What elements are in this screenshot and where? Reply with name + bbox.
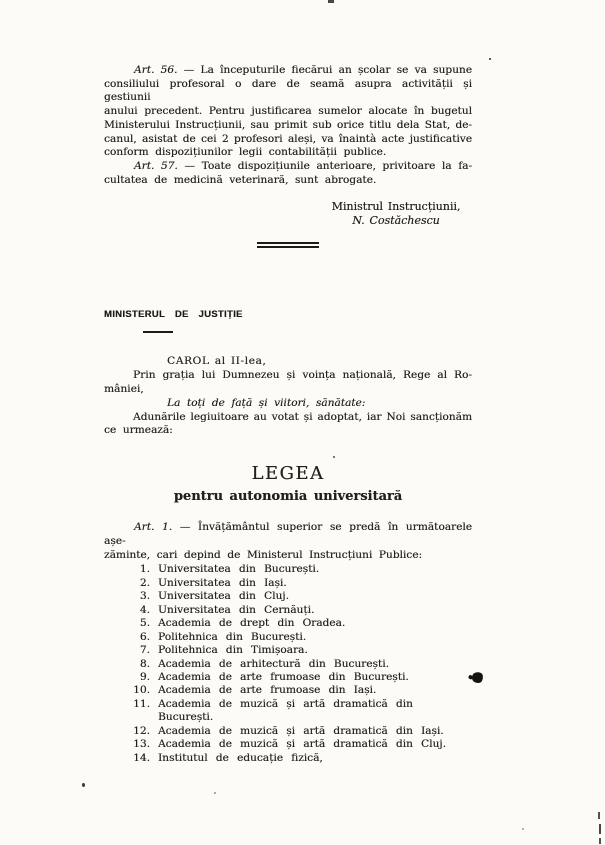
page-content	[104, 64, 472, 765]
ink-blot	[470, 670, 485, 685]
institution-item	[104, 752, 472, 765]
scan-speck	[489, 58, 491, 60]
institution-name: Academia de muzică și artă dramatică din Cluj.	[158, 738, 446, 751]
king-title: CAROL al II-lea,	[167, 355, 267, 368]
article-1-number: Art. 1.	[134, 521, 173, 534]
law-title: LEGEA	[251, 463, 325, 485]
text-fragment: — La începuturile fiecărui an școlar se va supune	[183, 64, 472, 76]
institution-item	[104, 631, 472, 644]
article-57-paragraph	[104, 160, 472, 187]
item-number: 3.	[139, 590, 150, 603]
text-line: cultatea de medicină veterinară, sunt abrogate.	[104, 173, 377, 186]
institution-item	[104, 563, 472, 576]
item-number: 4.	[139, 603, 150, 616]
item-number: 8.	[139, 657, 150, 670]
text-line: canul, asistat de cei 2 profesori aleși, va înaintà acte justificative	[104, 132, 472, 145]
text-line: consiliului profesoral o dare de seamă asupra activității și gestiunii	[104, 77, 472, 104]
article-1-paragraph	[104, 521, 472, 562]
royal-preamble	[104, 355, 472, 438]
institution-name: Academia de arte frumoase din Iași.	[158, 684, 377, 697]
scan-speck	[522, 828, 524, 830]
text-line: Prin grația lui Dumnezeu și voința națională, Rege al Ro-	[133, 369, 472, 382]
ministry-header: MINISTERUL DE JUSTIȚIE	[104, 308, 243, 320]
institution-item	[104, 577, 472, 590]
text-line: zăminte, cari depind de Ministerul Instrucțiuni Publice:	[104, 548, 423, 561]
text-fragment: — Învățământul superior se predă în următoarele așe-	[104, 521, 472, 547]
item-number: 10.	[133, 684, 150, 697]
institution-name: Politehnica din București.	[158, 630, 307, 643]
institution-item	[104, 725, 472, 738]
text-line	[104, 521, 472, 548]
item-number: 5.	[139, 617, 150, 630]
institution-name: Politehnica din Timișoara.	[158, 644, 308, 657]
item-number: 12.	[133, 724, 150, 737]
institution-item	[104, 644, 472, 657]
text-line: Adunările legiuitoare au votat și adoptat, iar Noi sancționăm	[133, 410, 472, 423]
royal-salutation: La toți de față și viitori, sănătate:	[167, 396, 366, 409]
text-line	[104, 160, 472, 174]
institution-item	[104, 684, 472, 697]
text-line: conform dispozițiunilor legii contabilității publice.	[104, 146, 387, 159]
institution-name: Academia de arhitectură din București.	[158, 657, 389, 670]
text-line: mâniei,	[104, 383, 144, 396]
institutions-list	[104, 563, 472, 765]
institution-name: Academia de arte frumoase din București.	[158, 670, 409, 683]
institution-name: Universitatea din Cluj.	[158, 590, 289, 603]
scan-speck	[333, 456, 335, 458]
institution-item	[104, 590, 472, 603]
institution-name: Universitatea din Iași.	[158, 576, 287, 589]
institution-name: Academia de muzică și artă dramatică din București.	[158, 697, 413, 724]
scan-edge-mark	[598, 812, 600, 819]
item-number: 2.	[139, 576, 150, 589]
item-number: 11.	[133, 697, 150, 710]
text-line	[104, 64, 472, 78]
text-line: Ministerului Instrucțiunii, sau primit sub orice titlu dela Stat, de-	[104, 118, 472, 131]
scan-speck	[82, 783, 85, 787]
institution-item	[104, 738, 472, 751]
item-number: 6.	[139, 630, 150, 643]
law-subtitle: pentru autonomia universitară	[173, 489, 403, 505]
ministry-header-underline	[143, 331, 173, 333]
institution-item	[104, 698, 472, 725]
signature-block	[330, 200, 462, 227]
signature-role: Ministrul Instrucțiunii,	[331, 200, 461, 214]
section-divider-rule	[257, 242, 319, 248]
text-fragment: — Toate dispozițiunile anterioare, privitoare la fa-	[184, 159, 473, 172]
institution-item	[104, 604, 472, 617]
item-number: 14.	[133, 751, 150, 764]
institution-name: Academia de drept din Oradea.	[158, 617, 346, 630]
item-number: 9.	[139, 670, 150, 683]
institution-item	[104, 617, 472, 630]
text-line: ce urmează:	[104, 424, 173, 437]
item-number: 7.	[139, 644, 150, 657]
institution-name: Academia de muzică și artă dramatică din Iași.	[158, 724, 444, 737]
item-number: 13.	[133, 738, 150, 751]
scan-edge-mark	[599, 824, 601, 834]
scan-speck	[214, 792, 216, 794]
article-57-number: Art. 57.	[134, 159, 178, 172]
article-56-paragraph	[104, 64, 472, 160]
institution-item	[104, 658, 472, 671]
text-line: anului precedent. Pentru justificarea sumelor alocate în bugetul	[104, 105, 472, 118]
article-56-number: Art. 56.	[134, 64, 178, 76]
scan-edge-mark	[599, 838, 601, 844]
scan-speck	[328, 0, 334, 3]
signature-name: N. Costăchescu	[352, 214, 440, 228]
institution-name: Universitatea din București.	[158, 563, 320, 576]
institution-item	[104, 671, 472, 684]
item-number: 1.	[139, 563, 150, 576]
institution-name: Institutul de educație fizică,	[158, 751, 323, 764]
institution-name: Universitatea din Cernăuți.	[158, 603, 315, 616]
